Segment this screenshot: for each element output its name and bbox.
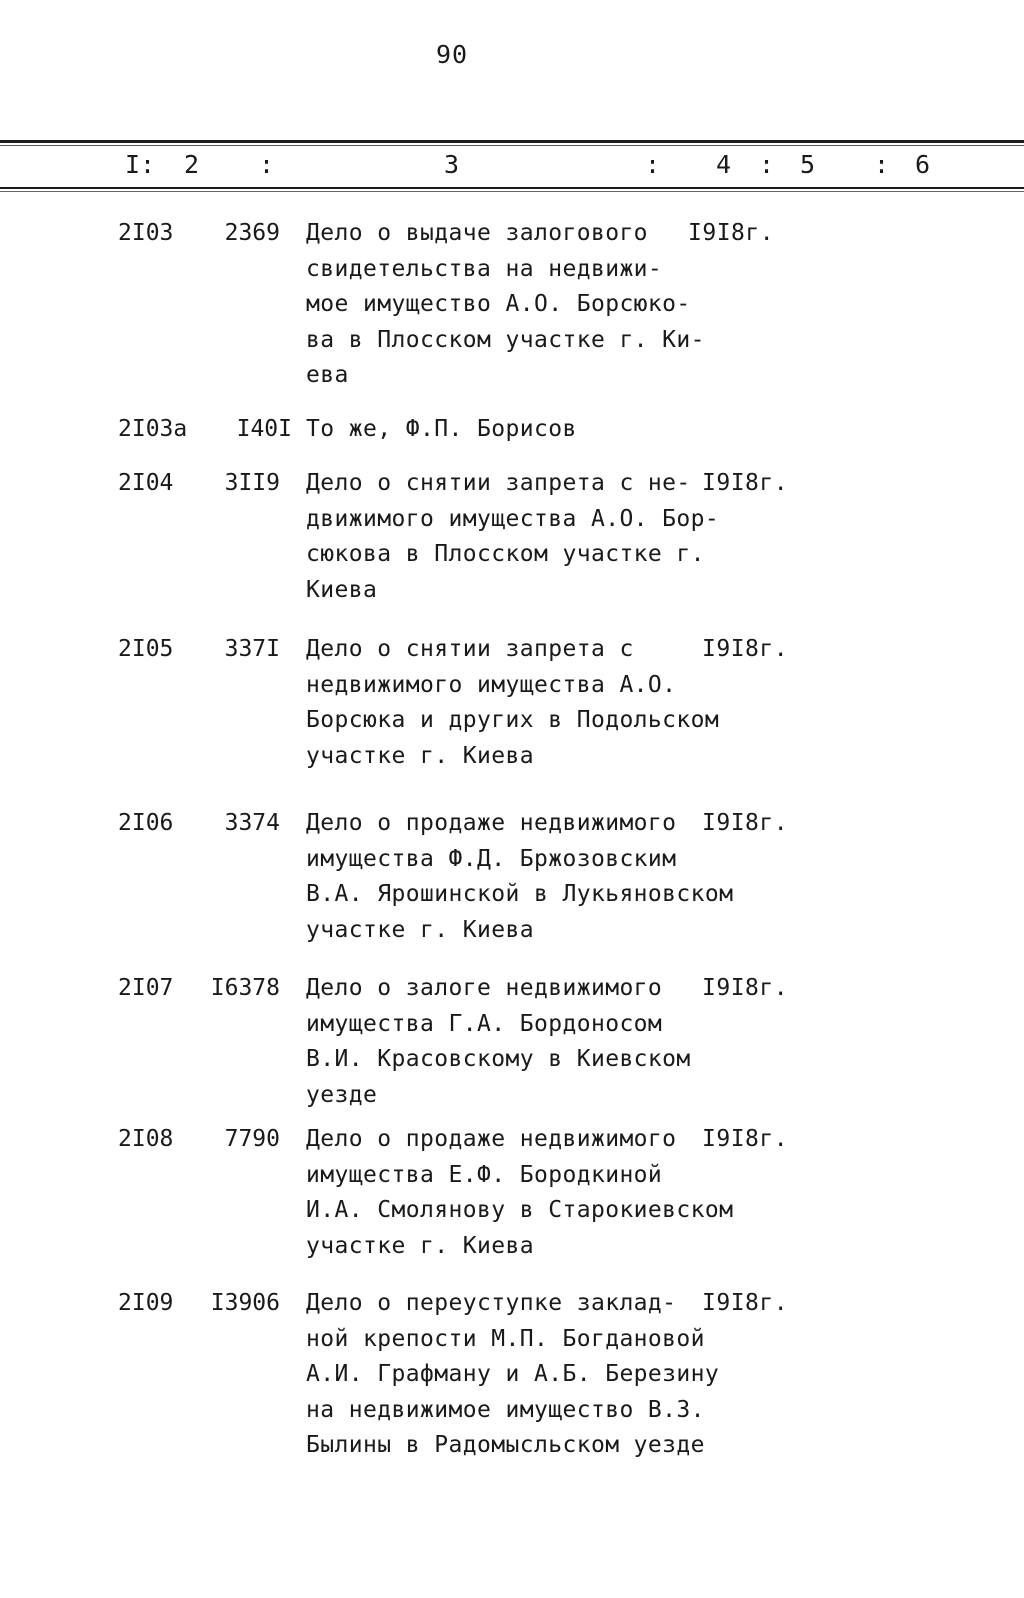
column-separator: : [759, 150, 775, 179]
entry-number: 2I06 [118, 810, 174, 836]
title-line: Дело о продаже недвижимого [306, 810, 677, 836]
column-header-5: 5 [800, 150, 816, 179]
title-line: уезде [306, 1081, 378, 1108]
entry-number: 2I04 [118, 470, 174, 496]
entry-date: I9I8г. [702, 470, 789, 496]
title-line: свидетельства на недвижи- [306, 255, 663, 282]
file-number: 3374 [224, 810, 280, 836]
entry-number: 2I09 [118, 1290, 174, 1316]
title-line: Дело о выдаче залогового [306, 220, 648, 246]
entry-title [306, 1122, 734, 1264]
header-rule-bottom [0, 187, 1024, 189]
title-line: Дело о продаже недвижимого [306, 1126, 677, 1152]
title-line: участке г. Киева [306, 1232, 534, 1259]
file-number: 7790 [224, 1126, 280, 1152]
title-line: И.А. Смолянову в Старокиевском [306, 1197, 734, 1223]
header-rule-top-thin [0, 145, 1024, 146]
page-number: 90 [435, 40, 469, 69]
title-line: А.И. Графману и А.Б. Березину [306, 1361, 720, 1387]
entry-title [306, 466, 720, 608]
entry-title [306, 632, 720, 774]
title-line: недвижимого имущества А.О. [306, 671, 677, 698]
entry-title [306, 1286, 720, 1464]
entry-number: 2I05 [118, 636, 174, 662]
column-header-4: 4 [716, 150, 732, 179]
title-line: имущества Е.Ф. Бородкиной [306, 1161, 663, 1188]
title-line: мое имущество А.О. Борсюко- [306, 291, 691, 317]
title-line: на недвижимое имущество В.З. [306, 1396, 705, 1423]
header-rule-bottom-thin [0, 191, 1024, 192]
column-separator: : [874, 150, 890, 179]
title-line: Борсюка и других в Подольском [306, 707, 720, 733]
title-line: Дело о залоге недвижимого [306, 975, 663, 1001]
entry-date: I9I8г. [702, 1290, 789, 1316]
title-line: ева [306, 362, 349, 388]
title-line: имущества Г.А. Бордоносом [306, 1010, 663, 1037]
entry-number: 2I08 [118, 1126, 174, 1152]
file-number: I40I [236, 416, 292, 442]
entry-date: I9I8г. [688, 220, 775, 246]
entry-title [306, 412, 706, 448]
entry-number: 2I03а [118, 416, 188, 442]
entry-date: I9I8г. [702, 636, 789, 662]
title-line: ва в Плосском участке г. Ки- [306, 326, 705, 353]
file-number: 337I [224, 636, 280, 662]
column-header-3: 3 [444, 150, 460, 179]
entry-date: I9I8г. [702, 975, 789, 1001]
title-line: участке г. Киева [306, 742, 534, 769]
title-line: движимого имущества А.О. Бор- [306, 505, 720, 532]
title-line: ной крепости М.П. Богдановой [306, 1325, 705, 1352]
entry-title [306, 216, 706, 394]
column-header-1: I: [125, 150, 156, 179]
column-separator: : [645, 150, 661, 179]
column-header-2: 2 [184, 150, 200, 179]
file-number: 3II9 [224, 470, 280, 496]
entry-date: I9I8г. [702, 810, 789, 836]
title-line: Дело о переуступке заклад- [306, 1290, 677, 1316]
entry-title [306, 806, 734, 948]
title-line: Былины в Радомысльском уезде [306, 1432, 705, 1458]
column-header-6: 6 [915, 150, 931, 179]
entry-number: 2I07 [118, 975, 174, 1001]
file-number: 2369 [224, 220, 280, 246]
entry-date: I9I8г. [702, 1126, 789, 1152]
title-line: участке г. Киева [306, 916, 534, 943]
title-line: Дело о снятии запрета с [306, 636, 634, 662]
column-separator: : [259, 150, 275, 179]
title-line: имущества Ф.Д. Бржозовским [306, 845, 677, 872]
title-line: Дело о снятии запрета с не- [306, 470, 691, 496]
entry-title [306, 971, 706, 1113]
title-line: сюкова в Плосском участке г. [306, 541, 705, 567]
file-number: I3906 [210, 1290, 280, 1316]
title-line: В.А. Ярошинской в Лукьяновском [306, 881, 734, 907]
entry-number: 2I03 [118, 220, 174, 246]
file-number: I6378 [210, 975, 280, 1001]
title-line: Киева [306, 576, 378, 603]
title-line: То же, Ф.П. Борисов [306, 416, 577, 442]
header-rule-top [0, 140, 1024, 143]
title-line: В.И. Красовскому в Киевском [306, 1046, 691, 1072]
